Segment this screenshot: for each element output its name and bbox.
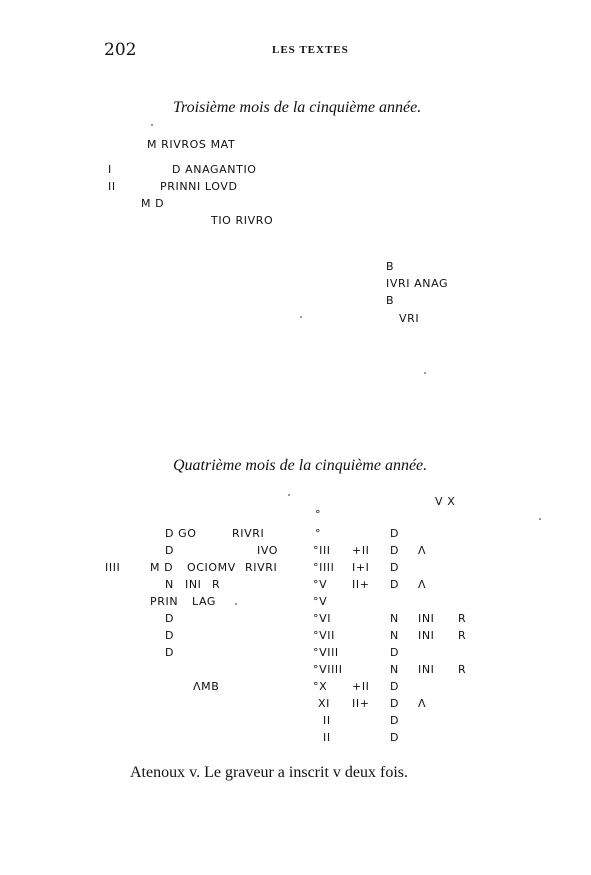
inscription-token: RIVRI <box>245 561 278 574</box>
inscription-token: D <box>390 527 400 540</box>
inscription-token: INI <box>185 578 202 591</box>
inscription-token: INI <box>418 663 435 676</box>
inscription-token: INI <box>418 612 435 625</box>
inscription-token: ΛMB <box>193 680 220 693</box>
inscription-line: D ANAGANTIO <box>172 163 257 176</box>
inscription-token: Λ <box>418 578 427 591</box>
inscription-line: B <box>386 260 395 273</box>
inscription-line: PRINNI LOVD <box>160 180 238 193</box>
inscription-token: PRIN <box>150 595 179 608</box>
inscription-token: R <box>458 612 467 625</box>
inscription-token: II+ <box>352 697 370 710</box>
paper-speck <box>539 518 541 520</box>
inscription-token: INI <box>418 629 435 642</box>
inscription-token: °V <box>313 595 328 608</box>
inscription-token: N <box>390 612 399 625</box>
inscription-token: XI <box>318 697 330 710</box>
inscription-token: D GO <box>165 527 197 540</box>
paper-speck <box>151 124 153 126</box>
inscription-line: IVRI ANAG <box>386 277 449 290</box>
inscription-token: °VI <box>313 612 332 625</box>
page-number: 202 <box>104 40 137 60</box>
inscription-token: IIII <box>105 561 121 574</box>
paper-speck <box>235 603 237 605</box>
inscription-token: D <box>390 714 400 727</box>
inscription-token: Λ <box>418 544 427 557</box>
inscription-line: TIO RIVRO <box>211 214 274 227</box>
inscription-token: RIVRI <box>232 527 265 540</box>
inscription-token: D <box>390 680 400 693</box>
paper-speck <box>424 372 426 374</box>
inscription-line: M RIVROS MAT <box>147 138 236 151</box>
inscription-line: M D <box>141 197 165 210</box>
inscription-token: I+I <box>352 561 370 574</box>
inscription-line: VRI <box>399 312 420 325</box>
inscription-token: N <box>390 663 399 676</box>
inscription-line: I <box>108 163 112 176</box>
section2-title: Quatrième mois de la cinquième année. <box>173 457 428 474</box>
inscription-token: IVO <box>257 544 279 557</box>
inscription-token: II+ <box>352 578 370 591</box>
inscription-line: B <box>386 294 395 307</box>
inscription-token: M D <box>150 561 174 574</box>
inscription-token: D <box>390 544 400 557</box>
inscription-token: +II <box>352 544 370 557</box>
inscription-token: D <box>390 646 400 659</box>
inscription-token: R <box>458 663 467 676</box>
inscription-token: LAG <box>192 595 217 608</box>
inscription-token: D <box>390 697 400 710</box>
caption: Atenoux v. Le graveur a inscrit v deux fois. <box>130 764 408 781</box>
inscription-token: OCIOMV <box>187 561 236 574</box>
inscription-token: D <box>390 561 400 574</box>
inscription-token: D <box>165 612 175 625</box>
inscription-token: N <box>165 578 174 591</box>
inscription-token: R <box>458 629 467 642</box>
inscription-token: D <box>165 646 175 659</box>
inscription-token: Λ <box>418 697 427 710</box>
paper-speck <box>300 316 302 318</box>
inscription-token: °X <box>313 680 328 693</box>
paper-speck <box>288 494 290 496</box>
inscription-token: D <box>165 629 175 642</box>
inscription-token: °V <box>313 578 328 591</box>
inscription-line: II <box>108 180 116 193</box>
inscription-token: II <box>323 714 331 727</box>
inscription-token: V X <box>435 495 456 508</box>
inscription-token: °VIII <box>313 646 339 659</box>
inscription-token: °VII <box>313 629 335 642</box>
running-head: LES TEXTES <box>272 44 349 56</box>
inscription-token: °VIIII <box>313 663 343 676</box>
inscription-token: ° <box>315 508 322 521</box>
inscription-token: R <box>212 578 221 591</box>
inscription-token: ° <box>315 527 322 540</box>
inscription-token: +II <box>352 680 370 693</box>
section1-title: Troisième mois de la cinquième année. <box>173 99 422 116</box>
inscription-token: N <box>390 629 399 642</box>
inscription-token: D <box>390 578 400 591</box>
inscription-token: D <box>390 731 400 744</box>
inscription-token: D <box>165 544 175 557</box>
inscription-token: II <box>323 731 331 744</box>
inscription-token: °IIII <box>313 561 335 574</box>
inscription-token: °III <box>313 544 331 557</box>
